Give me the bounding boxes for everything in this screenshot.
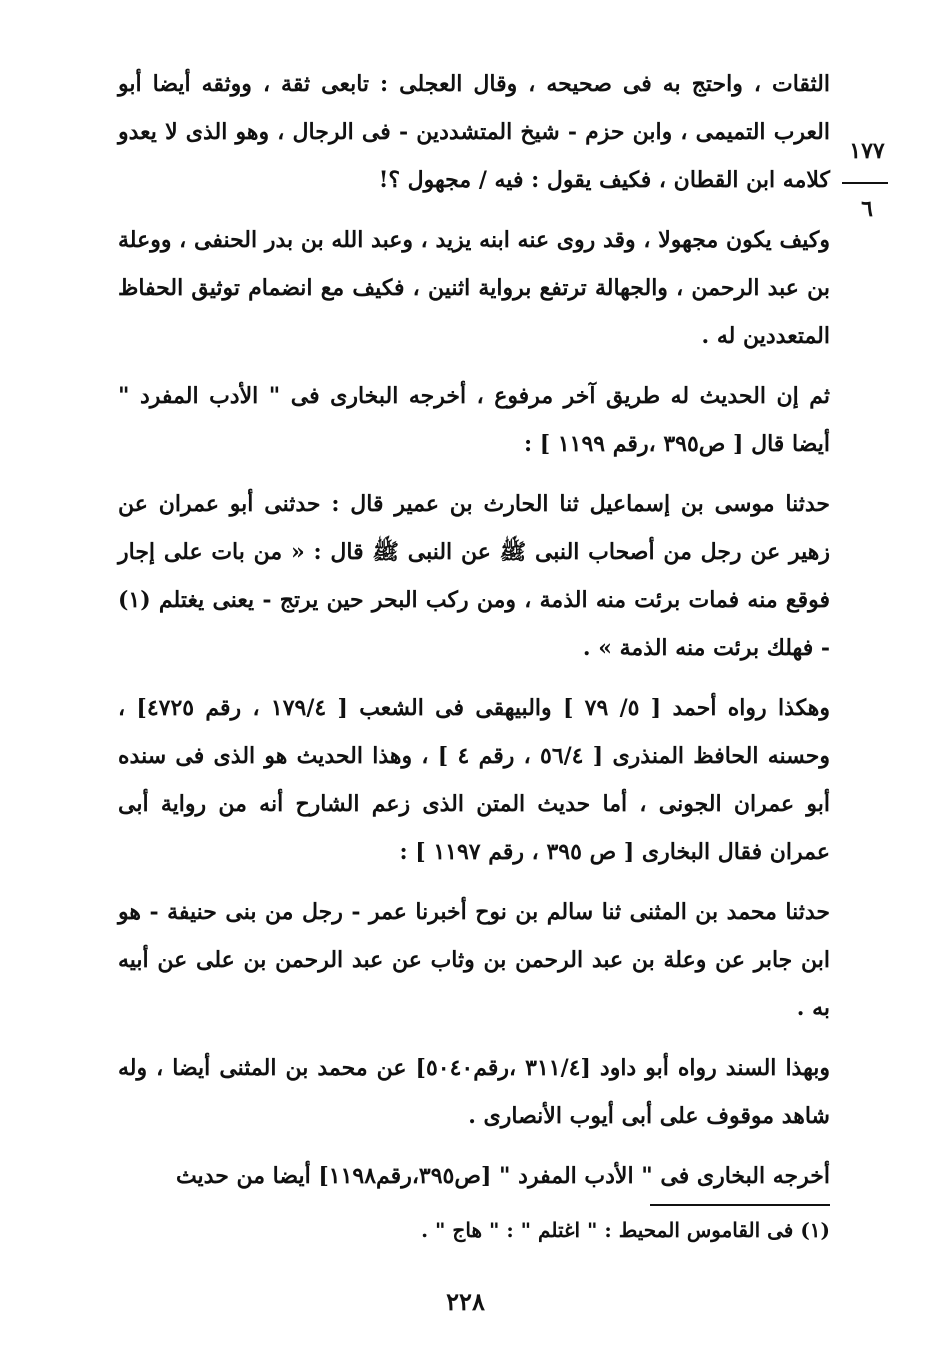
footnote: (١) فى القاموس المحيط : " اغتلم " : " هاج " . <box>421 1218 830 1242</box>
paragraph: وكيف يكون مجهولا ، وقد روى عنه ابنه يزيد ، وعبد الله بن بدر الحنفى ، ووعلة بن عبد الرحمن ، والجهالة ترتفع برواية اثنين ، فكيف مع انضمام توثيق الحفاظ المتعددين له . <box>118 227 830 349</box>
paragraph: وبهذا السند رواه أبو داود [٣١١/٤ ،رقم٥٠٤٠] عن محمد بن المثنى أيضا ، وله شاهد موقوف على أبى أيوب الأنصارى . <box>118 1055 830 1129</box>
paragraph: وهكذا رواه أحمد [ ٥/ ٧٩ ] والبيهقى فى الشعب [ ١٧٩/٤ ، رقم ٤٧٢٥] ، وحسنه الحافظ المنذرى [ ٥٦/٤ ، رقم ٤ ] ، وهذا الحديث هو الذى فى سنده أبو عمران الجونى ، أما حديث المتن الذى زعم الشارح أنه من رواية أبى عمران فقال البخارى [ ص ٣٩٥ ، رقم ١١٩٧ ] : <box>118 695 830 865</box>
margin-divider <box>842 182 888 184</box>
paragraph: ثم إن الحديث له طريق آخر مرفوع ، أخرجه البخارى فى " الأدب المفرد " أيضا قال [ ص٣٩٥ ،رقم ١١٩٩ ] : <box>118 383 830 457</box>
paragraph: حدثنا موسى بن إسماعيل ثنا الحارث بن عمير قال : حدثنى أبو عمران عن زهير عن رجل من أصحاب النبى ﷺ عن النبى ﷺ قال : « من بات على إجار فوقع منه فمات برئت منه الذمة ، ومن ركب البحر حين يرتج - يعنى يغتلم (١) - فهلك برئت منه الذمة » . <box>118 491 830 661</box>
paragraph: الثقات ، واحتج به فى صحيحه ، وقال العجلى : تابعى ثقة ، ووثقه أيضا أبو العرب التميمى ، وابن حزم - شيخ المتشددين - فى الرجال ، وهو الذى لا يعدو كلامه ابن القطان ، فكيف يقول : فيه / مجهول ؟! <box>118 71 830 193</box>
margin-page-reference: ١٧٧ <box>849 138 885 164</box>
margin-line-reference: ٦ <box>861 196 873 222</box>
page-number: ٢٢٨ <box>446 1287 485 1316</box>
footnote-divider <box>650 1204 830 1206</box>
main-text <box>118 60 830 1212</box>
paragraph: حدثنا محمد بن المثنى ثنا سالم بن نوح أخبرنا عمر - رجل من بنى حنيفة - هو ابن جابر عن وعلة بن عبد الرحمن بن وثاب عن عبد الرحمن بن على عن أبيه به . <box>118 899 830 1021</box>
paragraph: أخرجه البخارى فى " الأدب المفرد " [ص٣٩٥،رقم١١٩٨] أيضا من حديث <box>175 1163 830 1189</box>
